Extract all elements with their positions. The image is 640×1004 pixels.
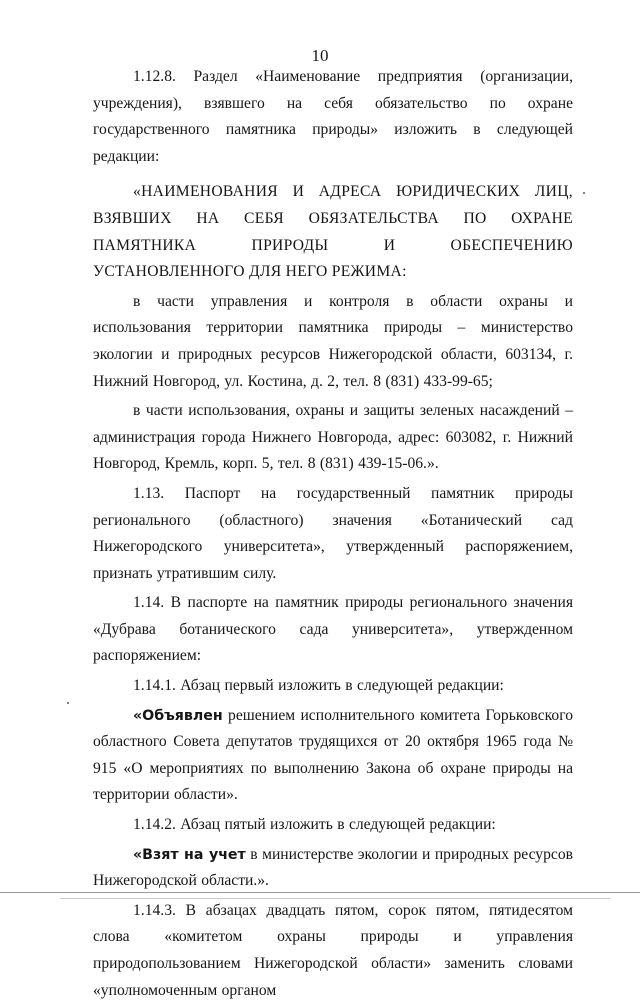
paragraph-registered	[93, 842, 573, 895]
paragraph-text: 1.14. В паспорте на памятник природы регионального значения «Дубрава ботанического сада университета», утвержденном распоряжением:	[93, 594, 573, 665]
paragraph-1-14-3	[93, 898, 573, 1004]
scan-speck	[583, 192, 585, 194]
paragraph-1-14-2	[93, 812, 573, 839]
paragraph-text: 1.12.8. Раздел «Наименование предприятия (организации, учреждения), взявшего на себя обязательство по охране государственного памятника природы» изложить в следующей редакции:	[93, 68, 573, 165]
paragraph-1-14-1	[93, 673, 573, 700]
paragraph-1-13	[93, 481, 573, 587]
paragraph-management-control	[93, 289, 573, 395]
paragraph-green-spaces	[93, 398, 573, 478]
paragraph-1-12-8	[93, 64, 573, 170]
scan-edge-line	[60, 898, 610, 899]
paragraph-text: 1.14.2. Абзац пятый изложить в следующей редакции:	[133, 816, 496, 834]
paragraph-text: в части использования, охраны и защиты зеленых насаждений – администрация города Нижнего Новгорода, адрес: 603082, г. Нижний Новгород, Кремль, корп. 5, тел. 8 (831) 439-15-06.».	[93, 402, 573, 473]
paragraph-text: «НАИМЕНОВАНИЯ И АДРЕСА ЮРИДИЧЕСКИХ ЛИЦ, ВЗЯВШИХ НА СЕБЯ ОБЯЗАТЕЛЬСТВА ПО ОХРАНЕ ПАМЯТНИКА ПРИРОДЫ И ОБЕСПЕЧЕНИЮ УСТАНОВЛЕННОГО ДЛЯ НЕГО РЕЖИМА:	[93, 183, 573, 281]
paragraph-legal-entities-heading	[93, 179, 573, 285]
scan-edge-line	[0, 892, 640, 893]
bold-lead-text: «Взят на учет	[133, 846, 246, 863]
scan-speck	[67, 702, 69, 704]
paragraph-text: в части управления и контроля в области охраны и использования территории памятника природы – министерство экологии и природных ресурсов Нижегородской области, 603134, г. Нижний Новгород, ул. Костина, д. 2, тел. 8 (831) 433-99-65;	[93, 292, 573, 390]
paragraph-1-14	[93, 590, 573, 670]
bold-lead-text: «Объявлен	[133, 707, 223, 724]
paragraph-text: решением исполнительного комитета Горьковского областного Совета депутатов трудящихся от 20 октября 1965 года № 915 «О мероприятиях по выполнению Закона об охране природы на территории области».	[93, 706, 573, 804]
paragraph-text: в министерстве экологии и природных ресурсов Нижегородской области.».	[93, 845, 573, 890]
page-number: 10	[311, 46, 329, 65]
paragraph-text: 1.14.3. В абзацах двадцать пятом, сорок пятом, пятидесятом слова «комитетом охраны природы и управления природопользованием Нижегородской области» заменить словами «уполномоченным органом	[93, 901, 573, 999]
paragraph-text: 1.14.1. Абзац первый изложить в следующей редакции:	[133, 677, 504, 695]
paragraph-text: 1.13. Паспорт на государственный памятник природы регионального (областного) значения «Ботанический сад Нижегородского университета», утвержденный распоряжением, признать утратившим силу.	[93, 484, 573, 582]
paragraph-declared	[93, 703, 573, 809]
document-body	[93, 64, 573, 1004]
